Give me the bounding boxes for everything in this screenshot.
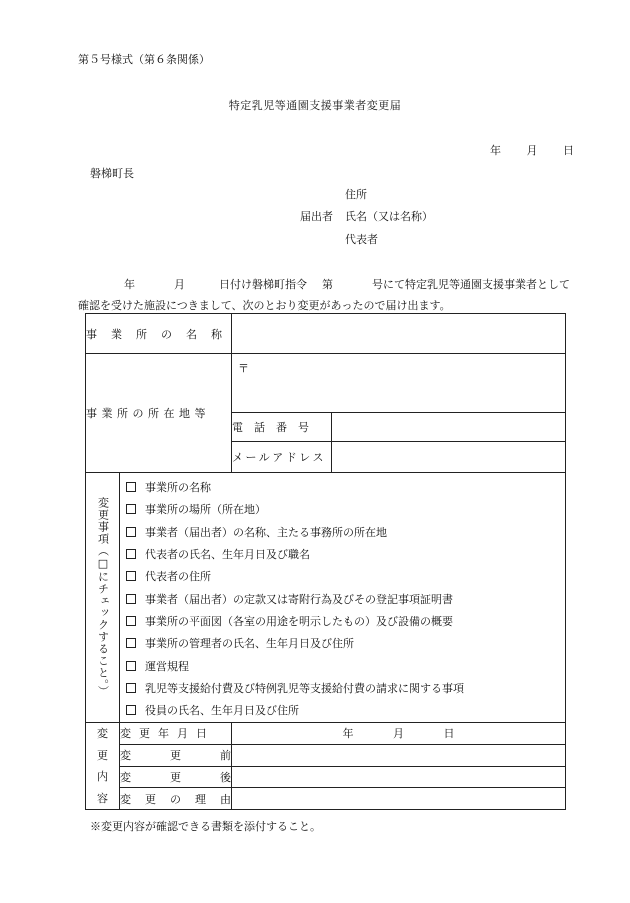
before-label-cell: [120, 744, 232, 766]
form-number: 第５号様式（第６条関係）: [78, 53, 210, 66]
facility-name-label: 事 業 所 の 名 称: [86, 327, 231, 341]
change-item-label: 代表者の氏名、生年月日及び職名: [145, 548, 310, 562]
date-month: 月: [526, 144, 538, 157]
applicant-filer-label: 届出者: [300, 210, 333, 223]
intro-dai: 第: [322, 278, 333, 291]
change-items-label-cell: [86, 473, 120, 723]
change-item-label: 事業所の管理者の氏名、生年月日及び住所: [145, 637, 354, 651]
change-content-label-char: 容: [97, 791, 108, 805]
checkbox[interactable]: [126, 594, 136, 604]
change-item-floor-plan[interactable]: [120, 610, 565, 632]
addressee: 磐梯町長: [90, 167, 134, 180]
applicant-address-label: 住所: [345, 188, 367, 201]
facility-name-field[interactable]: [232, 314, 566, 354]
change-content-label-char: 内: [97, 770, 108, 783]
checkbox[interactable]: [126, 683, 136, 693]
change-item-rules[interactable]: [120, 654, 565, 676]
change-item-label: 事業所の平面図（各室の用途を明示したもの）及び設備の概要: [145, 614, 453, 628]
location-label: 事業所の所在地等: [86, 407, 210, 420]
change-date-label: 変更年月日: [120, 727, 215, 741]
intro-suffix: 号にて特定乳児等通園支援事業者として: [372, 278, 570, 291]
change-content-label-cell: [86, 723, 120, 810]
footnote: ※変更内容が確認できる書類を添付すること。: [90, 820, 321, 833]
change-item-label: 役員の氏名、生年月日及び住所: [145, 704, 299, 718]
location-label-cell: [86, 354, 232, 473]
intro-month: 月: [174, 278, 185, 291]
checkbox[interactable]: [126, 661, 136, 671]
change-item-label: 事業所の場所（所在地）: [145, 503, 266, 517]
change-content-label-char: 更: [97, 748, 108, 762]
reason-field[interactable]: [232, 788, 566, 810]
email-field[interactable]: [332, 442, 566, 473]
change-item-label: 代表者の住所: [145, 570, 211, 584]
change-form-table: [85, 313, 566, 810]
checkbox[interactable]: [126, 549, 136, 559]
checkbox[interactable]: [126, 504, 136, 514]
reason-label-cell: [120, 788, 232, 810]
change-items-label: 変更事項（□にチェックすること。）: [96, 497, 110, 698]
checkbox[interactable]: [126, 705, 136, 715]
change-content-label-char: 変: [97, 727, 108, 740]
email-label: メールアドレス: [232, 451, 326, 464]
change-item-label: 運営規程: [145, 659, 189, 673]
change-item-articles[interactable]: [120, 587, 565, 609]
change-item-label: 事業者（届出者）の定款又は寄附行為及びその登記事項証明書: [145, 592, 453, 606]
change-item-location[interactable]: [120, 498, 565, 520]
change-date-month: 月: [393, 727, 404, 741]
change-item-label: 乳児等支援給付費及び特例乳児等支援給付費の請求に関する事項: [145, 681, 464, 695]
date-year: 年: [490, 144, 501, 157]
phone-label-cell: [232, 413, 332, 442]
intro-day-part: 日付け磐梯町指令: [219, 278, 307, 291]
change-item-representative-address[interactable]: [120, 565, 565, 587]
applicant-rep-label: 代表者: [345, 233, 378, 246]
phone-field[interactable]: [332, 413, 566, 442]
change-item-manager[interactable]: [120, 632, 565, 654]
change-date-year: 年: [342, 727, 354, 741]
date-day: 日: [563, 144, 574, 157]
change-date-label-cell: [120, 723, 232, 745]
facility-name-label-cell: [86, 314, 232, 354]
checkbox[interactable]: [126, 571, 136, 581]
checkbox[interactable]: [126, 638, 136, 648]
before-label: 変 更 前: [120, 749, 231, 763]
after-label-cell: [120, 766, 232, 788]
change-item-operator-name[interactable]: [120, 521, 565, 543]
form-title: 特定乳児等通園支援事業者変更届: [228, 99, 402, 112]
postal-mark: 〒: [238, 362, 249, 375]
postal-address-field[interactable]: [232, 354, 566, 413]
change-item-label: 事業者（届出者）の名称、主たる事務所の所在地: [145, 525, 387, 539]
change-item-facility-name[interactable]: [120, 476, 565, 498]
after-field[interactable]: [232, 766, 566, 788]
date-line: [490, 142, 574, 158]
change-items-list: [120, 473, 566, 723]
checkbox[interactable]: [126, 527, 136, 537]
checkbox[interactable]: [126, 482, 136, 492]
change-item-billing[interactable]: [120, 677, 565, 699]
applicant-name-label: 氏名（又は名称）: [345, 210, 433, 223]
phone-label: 電話番号: [232, 421, 320, 434]
after-label: 変 更 後: [120, 770, 231, 784]
change-date-day: 日: [443, 727, 455, 741]
change-item-representative-name[interactable]: [120, 543, 565, 565]
intro-line-2: 確認を受けた施設につきまして、次のとおり変更があったので届け出ます。: [78, 299, 451, 312]
reason-label: 変 更 の 理 由: [120, 792, 231, 806]
change-item-officers[interactable]: [120, 699, 565, 721]
change-date-field[interactable]: [232, 723, 566, 745]
intro-year: 年: [124, 278, 135, 291]
before-field[interactable]: [232, 744, 566, 766]
email-label-cell: [232, 442, 332, 473]
checkbox[interactable]: [126, 616, 136, 626]
change-item-label: 事業所の名称: [145, 481, 211, 495]
